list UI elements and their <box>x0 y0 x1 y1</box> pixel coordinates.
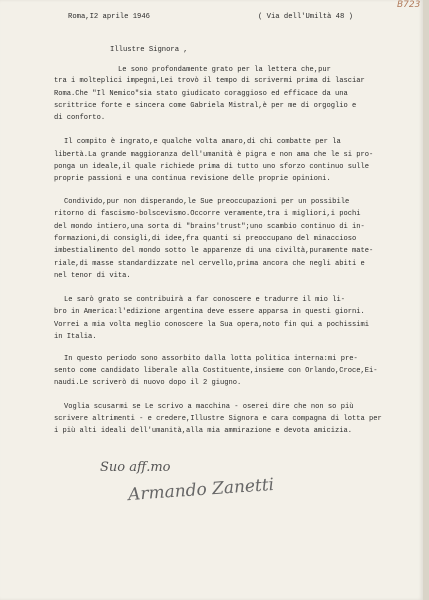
letter-line: Il compito è ingrato,e qualche volta amaro,di chi combatte per la <box>64 138 341 146</box>
letter-line: nel tenor di vita. <box>54 272 131 280</box>
letter-line: i più alti ideali dell'umanità,alla mia ammirazione e devota amicizia. <box>54 427 352 435</box>
letter-line: imbestialimento del mondo sotto le apparenze di una civiltà,puramente mate- <box>54 247 374 255</box>
letter-line: del mondo intiero,una sorta di "brains'trust";uno scambio continuo di in- <box>54 223 365 231</box>
letter-line: In questo periodo sono assorbito dalla lotta politica interna:mi pre- <box>64 355 358 363</box>
letter-line: Vorrei a mia volta meglio conoscere la Sua opera,noto fin qui a pochissimi <box>54 321 370 329</box>
letter-line: in Italia. <box>54 333 97 341</box>
letter-line: ponga un ideale,il quale richiede prima di tutto uno sforzo continuo sulle <box>54 163 370 171</box>
letter-line: formazioni,di consigli,di idee,fra quanti si preoccupano del minaccioso <box>54 235 357 243</box>
letter-line: di conforto. <box>54 114 106 122</box>
letter-line: tra i molteplici impegni,Lei trovò il tempo di scrivermi prima di lasciar <box>54 77 365 85</box>
letter-line: Le sono profondamente grato per la lettera che,pur <box>118 66 331 74</box>
letter-line: sento come candidato liberale alla Costituente,insieme con Orlando,Croce,Ei- <box>54 367 378 375</box>
letter-line: naudi.Le scriverò di nuovo dopo il 2 giugno. <box>54 379 242 387</box>
handwritten-closing: Suo aff.mo <box>100 460 171 475</box>
signature: Armando Zanetti <box>127 474 275 506</box>
letter-line: Roma.Che "Il Nemico"sia stato giudicato coraggioso ed efficace da una <box>54 90 348 98</box>
salutation: Illustre Signora , <box>110 46 188 54</box>
letter-line: ritorno di fascismo-bolscevismo.Occorre veramente,tra i migliori,i pochi <box>54 210 361 218</box>
date-line: Roma,I2 aprile 1946 <box>68 13 150 21</box>
letter-line: riale,di masse standardizzate nel cervello,prima ancora che negli abiti e <box>54 260 365 268</box>
letter-line: proprie passioni e una continua revisione delle proprie opinioni. <box>54 175 331 183</box>
page-edge <box>423 0 429 600</box>
letter-line: Condivido,pur non disperando,le Sue preoccupazioni per un possibile <box>64 198 350 206</box>
letter-line: scrivere altrimenti - e credere,Illustre Signora e cara compagna di lotta per <box>54 415 382 423</box>
letter-line: libertà.La grande maggioranza dell'umanità è pigra e non ama che le si pro- <box>54 151 374 159</box>
letter-line: scrittrice forte e sincera come Gabriela Mistral,è per me di orgoglio e <box>54 102 357 110</box>
address-line: ( Via dell'Umiltà 48 ) <box>258 13 353 21</box>
letter-line: Voglia scusarmi se Le scrivo a macchina - oserei dire che non so più <box>64 403 354 411</box>
letter-line: bro in America:l'edizione argentina deve essere apparsa in questi giorni. <box>54 308 365 316</box>
archive-number: B723 <box>397 0 421 10</box>
letter-line: Le sarò grato se contribuirà a far conoscere e tradurre il mio li- <box>64 296 345 304</box>
